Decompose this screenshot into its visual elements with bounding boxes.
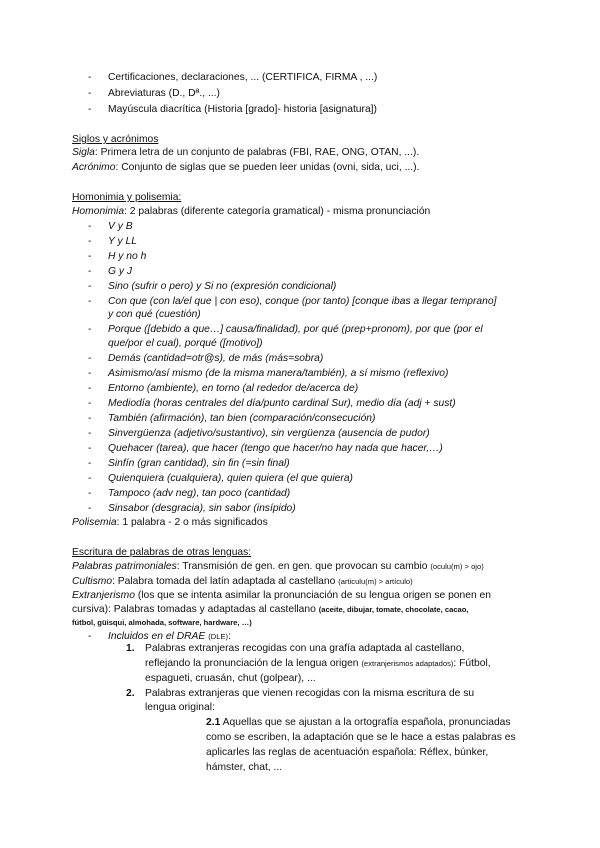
extranjerismo-line2a: cursiva): Palabras tomadas y adaptadas al castellano bbox=[72, 604, 316, 615]
bullet-dash: - bbox=[88, 104, 92, 115]
list-item: Quehacer (tarea), que hacer (tengo que hacer/no hay nada que hacer,…) bbox=[108, 443, 443, 454]
sub-item-number: 2.1 bbox=[206, 717, 221, 728]
bullet-dash: - bbox=[88, 88, 92, 99]
extranjerismo-line1: (los que se intenta asimilar la pronunciación de su lengua origen se ponen en bbox=[137, 590, 492, 601]
bullet-dash: - bbox=[88, 72, 92, 83]
siglas-heading: Siglos y acrónimos bbox=[72, 134, 159, 145]
incluidos-note: (DLE) bbox=[208, 632, 229, 641]
list-number-1: 1. bbox=[126, 643, 135, 654]
bullet-dash: - bbox=[88, 221, 92, 232]
intro-bullet-2: Abreviaturas (D., Dª., ...) bbox=[108, 88, 220, 99]
list-item: Sino (sufrir o pero) y Si no (expresión condicional) bbox=[108, 281, 337, 292]
list-item: V y B bbox=[108, 221, 133, 232]
list-item: Sinfín (gran cantidad), sin fin (=sin final) bbox=[108, 458, 290, 469]
list-item: Asimismo/así mismo (de la misma manera/también), a sí mismo (reflexivo) bbox=[108, 368, 449, 379]
bullet-dash: - bbox=[88, 368, 92, 379]
numbered-item-1-line1: Palabras extranjeras recogidas con una grafía adaptada al castellano, bbox=[145, 643, 465, 654]
list-item: Demás (cantidad=otr@s), de más (más=sobra) bbox=[108, 353, 324, 364]
patrimoniales-note: (oculu(m) > ojo) bbox=[430, 562, 484, 571]
bullet-dash: - bbox=[88, 398, 92, 409]
bullet-dash: - bbox=[88, 281, 92, 292]
bullet-dash: - bbox=[88, 324, 92, 335]
bullet-dash: - bbox=[88, 296, 92, 307]
patrimoniales-definition bbox=[72, 561, 484, 573]
sigla-definition bbox=[72, 147, 419, 159]
incluidos-drae bbox=[108, 631, 231, 643]
bullet-dash: - bbox=[88, 503, 92, 514]
list-number-2: 2. bbox=[126, 688, 135, 699]
numbered-item-1-line2 bbox=[145, 658, 491, 670]
list-item: Y y LL bbox=[108, 236, 138, 247]
list-item: Con que (con la/el que | con eso), conque (por tanto) [conque ibas a llegar temprano] bbox=[108, 296, 497, 307]
extranjerismo-definition bbox=[72, 590, 491, 602]
bullet-dash: - bbox=[88, 413, 92, 424]
cultismo-note: (articulu(m) > artículo) bbox=[338, 577, 413, 586]
item1-text: reflejando la pronunciación de la lengua origen bbox=[145, 658, 359, 669]
polisemia-definition bbox=[72, 517, 268, 529]
intro-bullet-1: Certificaciones, declaraciones, ... (CERTIFICA, FIRMA , ...) bbox=[108, 72, 378, 83]
list-item: H y no h bbox=[108, 251, 147, 262]
intro-bullet-3: Mayúscula diacrítica (Historia [grado]- historia [asignatura]) bbox=[108, 104, 377, 115]
list-item: Sinvergüenza (adjetivo/sustantivo), sin vergüenza (ausencia de pudor) bbox=[108, 428, 430, 439]
acronimo-term: Acrónimo bbox=[72, 162, 116, 173]
incluidos-label: Incluidos en el DRAE bbox=[108, 631, 206, 642]
bullet-dash: - bbox=[88, 236, 92, 247]
bullet-dash: - bbox=[88, 428, 92, 439]
bullet-dash: - bbox=[88, 631, 92, 642]
bullet-dash: - bbox=[88, 488, 92, 499]
sub-item-line1 bbox=[206, 717, 511, 729]
bullet-dash: - bbox=[88, 443, 92, 454]
incluidos-colon: : bbox=[228, 631, 231, 642]
list-item: Mediodía (horas centrales del día/punto cardinal Sur), medio día (adj + sust) bbox=[108, 398, 456, 409]
cultismo-def: : Palabra tomada del latín adaptada al castellano bbox=[112, 576, 336, 587]
list-item: Porque ([debido a que…] causa/finalidad), por qué (prep+pronom), por que (por el bbox=[108, 324, 483, 335]
list-item: Tampoco (adv neg), tan poco (cantidad) bbox=[108, 488, 291, 499]
item1-text-end: : Fútbol, bbox=[453, 658, 491, 669]
acronimo-definition bbox=[72, 162, 419, 174]
bullet-dash: - bbox=[88, 458, 92, 469]
list-item-continuation: y con qué (cuestión) bbox=[108, 309, 201, 320]
item1-note: (extranjerismos adaptados) bbox=[361, 659, 454, 668]
homonimia-definition bbox=[72, 206, 430, 218]
list-item: También (afirmación), tan bien (comparación/consecución) bbox=[108, 413, 376, 424]
sub-item-line2: como se escriben, la adaptación que se le hace a estas palabras es bbox=[206, 732, 516, 743]
sub-item-line3: aplicarles las reglas de acentuación española: Réflex, búnker, bbox=[206, 747, 489, 758]
homonimia-term: Homonimia bbox=[72, 206, 125, 217]
sigla-def: : Primera letra de un conjunto de palabras (FBI, RAE, ONG, OTAN, ...). bbox=[94, 147, 420, 158]
numbered-item-1-line3: espagueti, cruasán, chut (golpear), ... bbox=[145, 673, 316, 684]
extranjerismo-term: Extranjerismo bbox=[72, 590, 135, 601]
bullet-dash: - bbox=[88, 251, 92, 262]
list-item-continuation: que/por el cual), porqué ([motivo]) bbox=[108, 338, 263, 349]
list-item: Entorno (ambiente), en torno (al rededor de/acerca de) bbox=[108, 383, 359, 394]
extranjerismo-line2 bbox=[72, 604, 469, 616]
bullet-dash: - bbox=[88, 473, 92, 484]
sub-item-text: Aquellas que se ajustan a la ortografía española, pronunciadas bbox=[220, 717, 511, 728]
numbered-item-2-line2: lengua original: bbox=[145, 702, 215, 713]
patrimoniales-def: : Transmisión de gen. en gen. que provocan su cambio bbox=[176, 561, 428, 572]
sub-item-line4: hámster, chat, ... bbox=[206, 762, 283, 773]
cultismo-term: Cultismo bbox=[72, 576, 113, 587]
extranjerismo-line3: fútbol, güisqui, almohada, software, hardware, …) bbox=[72, 618, 252, 627]
numbered-item-2-line1: Palabras extranjeras que vienen recogidas con la misma escritura de su bbox=[145, 688, 475, 699]
extranjerismo-examples: (aceite, dibujar, tomate, chocolate, cacao, bbox=[318, 605, 469, 614]
homonimia-def: : 2 palabras (diferente categoría gramatical) - misma pronunciación bbox=[124, 206, 431, 217]
bullet-dash: - bbox=[88, 353, 92, 364]
bullet-dash: - bbox=[88, 383, 92, 394]
homonimia-heading: Homonimia y polisemia: bbox=[72, 192, 182, 203]
sigla-term: Sigla bbox=[72, 147, 95, 158]
list-item: G y J bbox=[108, 266, 133, 277]
list-item: Quienquiera (cualquiera), quien quiera (el que quiera) bbox=[108, 473, 353, 484]
bullet-dash: - bbox=[88, 266, 92, 277]
patrimoniales-term: Palabras patrimoniales bbox=[72, 561, 177, 572]
polisemia-term: Polisemia bbox=[72, 517, 117, 528]
escritura-heading: Escritura de palabras de otras lenguas: bbox=[72, 547, 252, 558]
acronimo-def: : Conjunto de siglas que se pueden leer unidas (ovni, sida, uci, ...). bbox=[115, 162, 420, 173]
list-item: Sinsabor (desgracia), sin sabor (insípido) bbox=[108, 503, 296, 514]
polisemia-def: : 1 palabra - 2 o más significados bbox=[116, 517, 268, 528]
cultismo-definition bbox=[72, 576, 413, 588]
